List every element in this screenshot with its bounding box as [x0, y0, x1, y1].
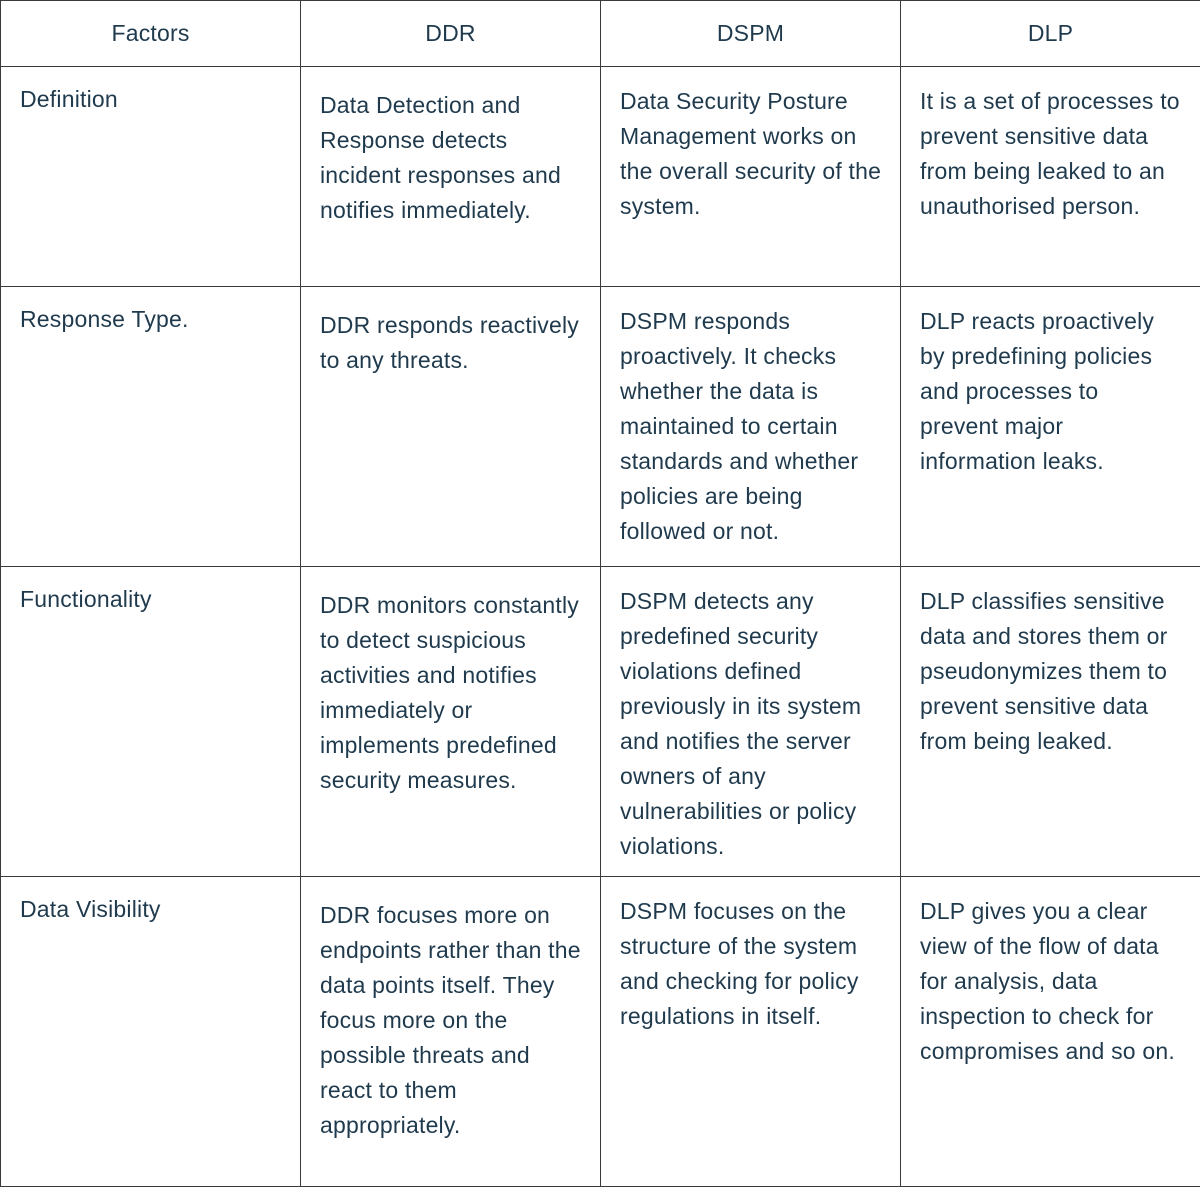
dspm-cell: DSPM detects any predefined security violations defined previously in its system and notifies the server owners of any vulnerabilities or policy violations.: [601, 567, 901, 877]
dspm-cell: DSPM focuses on the structure of the system and checking for policy regulations in itself.: [601, 877, 901, 1187]
dlp-cell: DLP classifies sensitive data and stores them or pseudonymizes them to prevent sensitive data from being leaked.: [901, 567, 1200, 877]
table-row: [1, 67, 1200, 287]
ddr-cell: DDR responds reactively to any threats.: [301, 287, 601, 567]
table-header: [1, 1, 1200, 67]
header-factors: Factors: [1, 1, 301, 67]
factor-cell: Data Visibility: [1, 877, 301, 1187]
ddr-cell: DDR focuses more on endpoints rather than the data points itself. They focus more on the possible threats and react to them appropriately.: [301, 877, 601, 1187]
header-dspm: DSPM: [601, 1, 901, 67]
ddr-cell: DDR monitors constantly to detect suspicious activities and notifies immediately or implements predefined security measures.: [301, 567, 601, 877]
header-dlp: DLP: [901, 1, 1200, 67]
table-body: [1, 67, 1200, 1187]
dlp-cell: DLP gives you a clear view of the flow of data for analysis, data inspection to check for compromises and so on.: [901, 877, 1200, 1187]
dlp-cell: It is a set of processes to prevent sensitive data from being leaked to an unauthorised person.: [901, 67, 1200, 287]
header-row: [1, 1, 1200, 67]
header-ddr: DDR: [301, 1, 601, 67]
factor-cell: Functionality: [1, 567, 301, 877]
table-row: [1, 877, 1200, 1187]
factor-cell: Definition: [1, 67, 301, 287]
dlp-cell: DLP reacts proactively by predefining policies and processes to prevent major information leaks.: [901, 287, 1200, 567]
dspm-cell: DSPM responds proactively. It checks whether the data is maintained to certain standards and whether policies are being followed or not.: [601, 287, 901, 567]
factor-cell: Response Type.: [1, 287, 301, 567]
table-row: [1, 287, 1200, 567]
ddr-cell: Data Detection and Response detects incident responses and notifies immediately.: [301, 67, 601, 287]
table-row: [1, 567, 1200, 877]
dspm-cell: Data Security Posture Management works on the overall security of the system.: [601, 67, 901, 287]
